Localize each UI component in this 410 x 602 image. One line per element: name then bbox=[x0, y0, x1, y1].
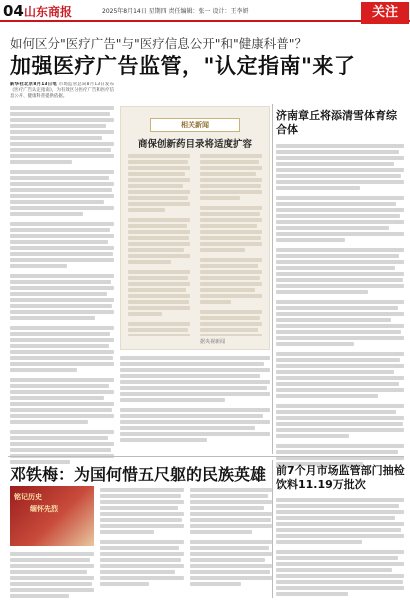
related-news-col-1 bbox=[128, 152, 190, 336]
page-number: 04 bbox=[3, 2, 24, 20]
photo-caption-2: 缅怀先烈 bbox=[30, 505, 58, 513]
lead-headline: 加强医疗广告监管，"认定指南"来了 bbox=[10, 54, 356, 78]
section-tag: 关注 bbox=[361, 2, 409, 24]
feature-body-col-1 bbox=[10, 550, 94, 598]
lead-body-lines-2 bbox=[120, 354, 270, 450]
related-news-col-2 bbox=[200, 152, 262, 336]
photo-caption-1: 铭记历史 bbox=[14, 493, 42, 501]
related-news-tag: 相关新闻 bbox=[150, 118, 240, 132]
date-line: 2025年8月14日 星期四 责任编辑：张一 设计：王李妍 bbox=[102, 8, 249, 15]
side-story-2-body bbox=[276, 496, 404, 598]
feature-body-col-3 bbox=[190, 486, 272, 598]
feature-headline: 邓铁梅：为国何惜五尺躯的民族英雄 bbox=[10, 465, 267, 484]
side-story-1-title: 济南章丘将添清雪体育综合体 bbox=[276, 109, 397, 136]
lead-byline: 新华社北京8月13日电 bbox=[10, 82, 58, 87]
lead-body-lines bbox=[10, 104, 114, 450]
lead-intro: 市场监管总局8月13日发布《医疗广告认定指南》，为有效区分医疗广告和医疗信息公开、健康科普提供依据。 bbox=[10, 82, 114, 100]
related-news-title: 商保创新药目录将适度扩容 bbox=[137, 139, 252, 150]
related-news-body bbox=[128, 152, 262, 336]
side-story-2-title: 前7个月市场监管部门抽检饮料11.19万批次 bbox=[276, 464, 405, 491]
lower-column-divider bbox=[272, 460, 273, 598]
feature-photo bbox=[10, 486, 94, 546]
paper-name: 山东商报 bbox=[24, 5, 73, 19]
section-divider bbox=[8, 456, 404, 457]
related-news-source: 据央视新闻 bbox=[200, 339, 226, 345]
column-divider bbox=[272, 104, 273, 454]
side-story-1-body bbox=[276, 142, 404, 454]
lead-kicker: 如何区分"医疗广告"与"医疗信息公开"和"健康科普"？ bbox=[10, 36, 307, 51]
feature-body-col-2 bbox=[100, 486, 184, 598]
